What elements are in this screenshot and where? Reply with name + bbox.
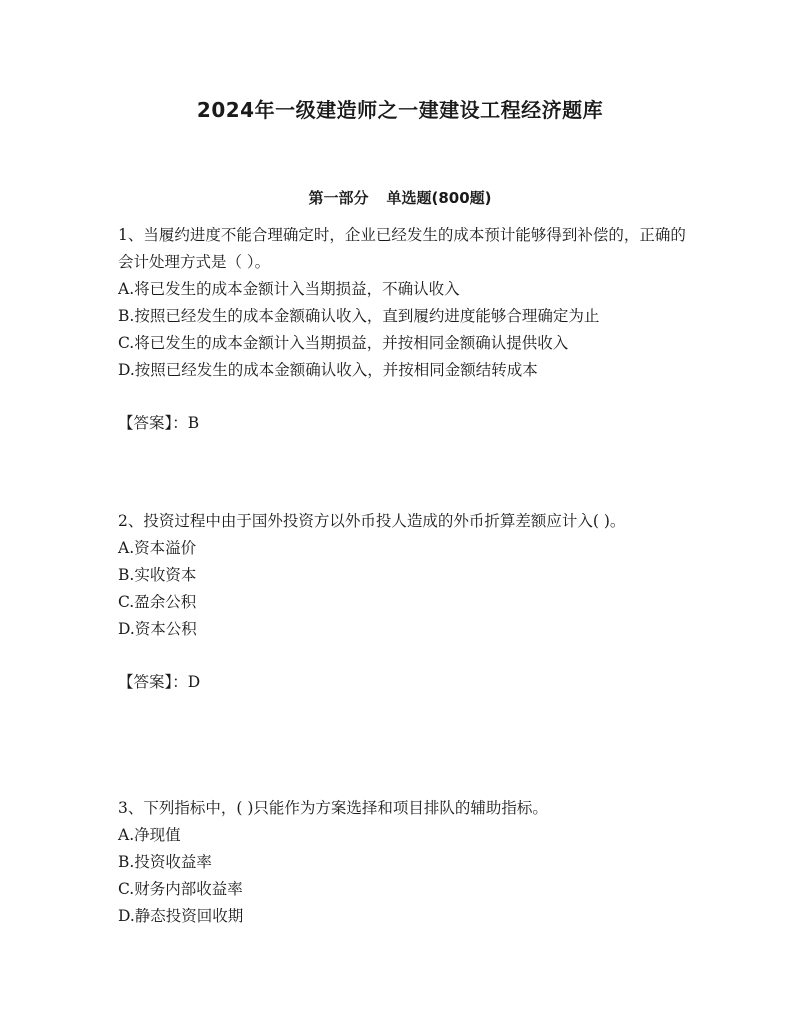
question-1: [118, 222, 698, 453]
question-stem: 3、下列指标中，( )只能作为方案选择和项目排队的辅助指标。: [118, 799, 548, 817]
answer-line: [118, 669, 698, 696]
answer-label: 【答案】：: [118, 673, 188, 691]
answer-label: 【答案】：: [118, 414, 188, 432]
answer-value: D: [187, 673, 201, 691]
option-c: C.将已发生的成本金额计入当期损益，并按相同金额确认提供收入: [118, 334, 569, 352]
option-d: D.按照已经发生的成本金额确认收入，并按相同金额结转成本: [118, 361, 538, 379]
section-name: 单选题(800题): [386, 189, 492, 207]
option-a: A.净现值: [118, 826, 181, 844]
option-a: A.将已发生的成本金额计入当期损益，不确认收入: [118, 280, 460, 298]
question-stem: 2、投资过程中由于国外投资方以外币投人造成的外币折算差额应计入( )。: [118, 512, 626, 530]
option-a: A.资本溢价: [118, 539, 197, 557]
question-stem: 1、当履约进度不能合理确定时，企业已经发生的成本预计能够得到补偿的，正确的会计处理方式是（ ）。: [118, 226, 686, 271]
section-part: 第一部分: [308, 189, 369, 207]
option-d: D.资本公积: [118, 620, 197, 638]
answer-value: B: [187, 414, 200, 432]
option-b: B.投资收益率: [118, 853, 212, 871]
answer-line: [118, 410, 698, 437]
section-heading: [0, 187, 800, 208]
option-b: B.按照已经发生的成本金额确认收入，直到履约进度能够合理确定为止: [118, 307, 600, 325]
option-c: C.盈余公积: [118, 593, 197, 611]
option-b: B.实收资本: [118, 566, 197, 584]
document-title: 2024年一级建造师之一建建设工程经济题库: [196, 98, 604, 122]
option-d: D.静态投资回收期: [118, 907, 244, 925]
question-2: [118, 508, 698, 712]
option-c: C.财务内部收益率: [118, 880, 243, 898]
question-3: [118, 795, 698, 930]
